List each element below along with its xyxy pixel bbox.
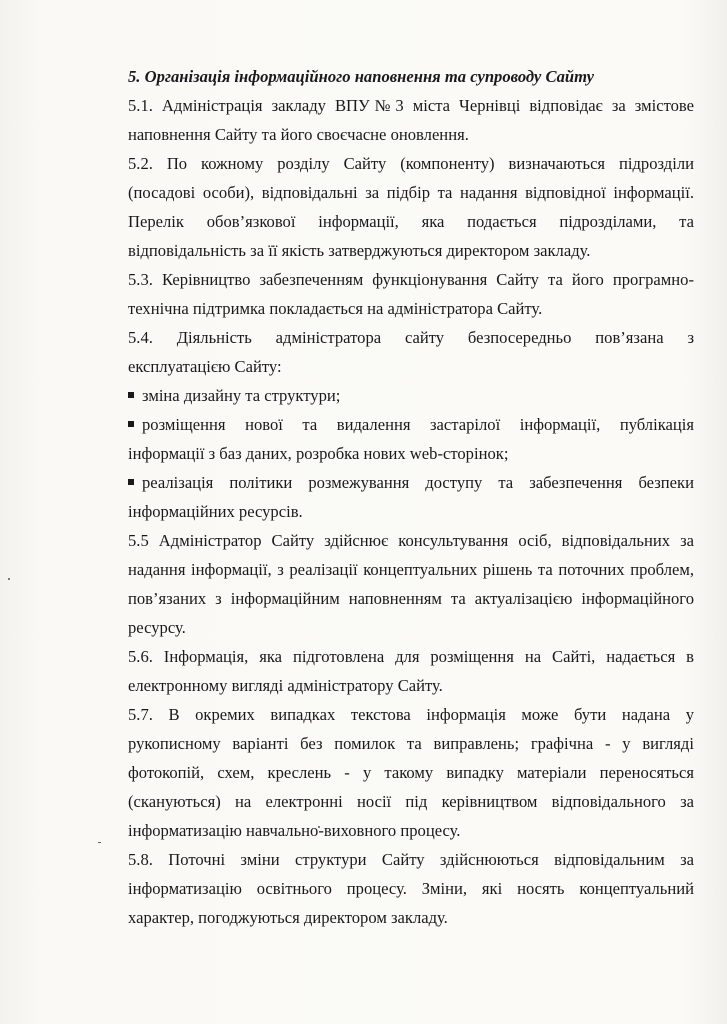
paragraph-5-6 [128,642,694,700]
scan-speck [98,842,101,843]
bullet-square-icon [128,479,134,485]
paragraph-line: технічна підтримка покладається на адміністратора Сайту. [128,299,543,318]
paragraph-5-2 [128,149,694,265]
paragraph-line: (скануються) на електронні носії під керівництвом відповідального за [128,792,694,811]
bullet-line: реалізація політики розмежування доступу та забезпечення безпеки [142,473,694,492]
paragraph-line: інформатизацію освітнього процесу. Зміни, які носять концептуальний [128,879,694,898]
bullet-list [128,381,694,526]
bullet-line: інформаційних ресурсів. [128,502,303,521]
document-body [128,62,694,932]
paragraph-line: надання інформації, з реалізації концептуальних рішень та поточних проблем, [128,560,694,579]
paragraph-line: 5.4. Діяльність адміністратора сайту безпосередньо пов’язана з [128,328,694,347]
bullet-square-icon [128,421,134,427]
paragraph-line: характер, погоджуються директором закладу. [128,908,448,927]
paragraph-line: ресурсу. [128,618,186,637]
bullet-item [128,410,694,468]
paragraphs-after-list [128,526,694,932]
paragraph-line: пов’язаних з інформаційним наповненням та актуалізацією інформаційного [128,589,694,608]
paragraph-line: електронному вигляді адміністратору Сайту. [128,676,443,695]
paragraph-5-5 [128,526,694,642]
paragraph-line: наповнення Сайту та його своєчасне оновлення. [128,125,469,144]
bullet-square-icon [128,392,134,398]
paragraphs-before-list [128,91,694,381]
paragraph-5-3 [128,265,694,323]
bullet-item [128,468,694,526]
paragraph-line: експлуатацією Сайту: [128,357,282,376]
paragraph-line: 5.8. Поточні зміни структури Сайту здійснюються відповідальним за [128,850,694,869]
paragraph-line: 5.1. Адміністрація закладу ВПУ№3 міста Чернівці відповідає за змістове [128,96,694,115]
paragraph-5-1 [128,91,694,149]
bullet-item [128,381,694,410]
bullet-line: інформації з баз даних, розробка нових web-сторінок; [128,444,509,463]
section-heading: 5. Організація інформаційного наповнення та супроводу Сайту [128,67,595,86]
paragraph-5-4 [128,323,694,381]
bullet-line: зміна дизайну та структури; [142,386,341,405]
paragraph-5-8 [128,845,694,932]
bullet-line: розміщення нової та видалення застарілої інформації, публікація [142,415,694,434]
paragraph-line: відповідальність за її якість затверджуються директором закладу. [128,241,591,260]
scan-speck [8,578,10,580]
paragraph-line: 5.7. В окремих випадках текстова інформація може бути надана у [128,705,694,724]
paragraph-line: Перелік обов’язкової інформації, яка подається підрозділами, та [128,212,694,231]
paragraph-line: рукописному варіанті без помилок та виправлень; графічна - у вигляді [128,734,694,753]
paragraph-line: 5.6. Інформація, яка підготовлена для розміщення на Сайті, надається в [128,647,694,666]
paragraph-line: інформатизацію навчально-виховного процесу. [128,821,461,840]
paragraph-line: 5.2. По кожному розділу Сайту (компоненту) визначаються підрозділи [128,154,694,173]
paragraph-5-7 [128,700,694,845]
paragraph-line: фотокопій, схем, креслень - у такому випадку матеріали переносяться [128,763,694,782]
paragraph-line: 5.5 Адміністратор Сайту здійснює консультування осіб, відповідальних за [128,531,694,550]
paragraph-line: 5.3. Керівництво забезпеченням функціонування Сайту та його програмно- [128,270,694,289]
paragraph-line: (посадові особи), відповідальні за підбір та надання відповідної інформації. [128,183,694,202]
